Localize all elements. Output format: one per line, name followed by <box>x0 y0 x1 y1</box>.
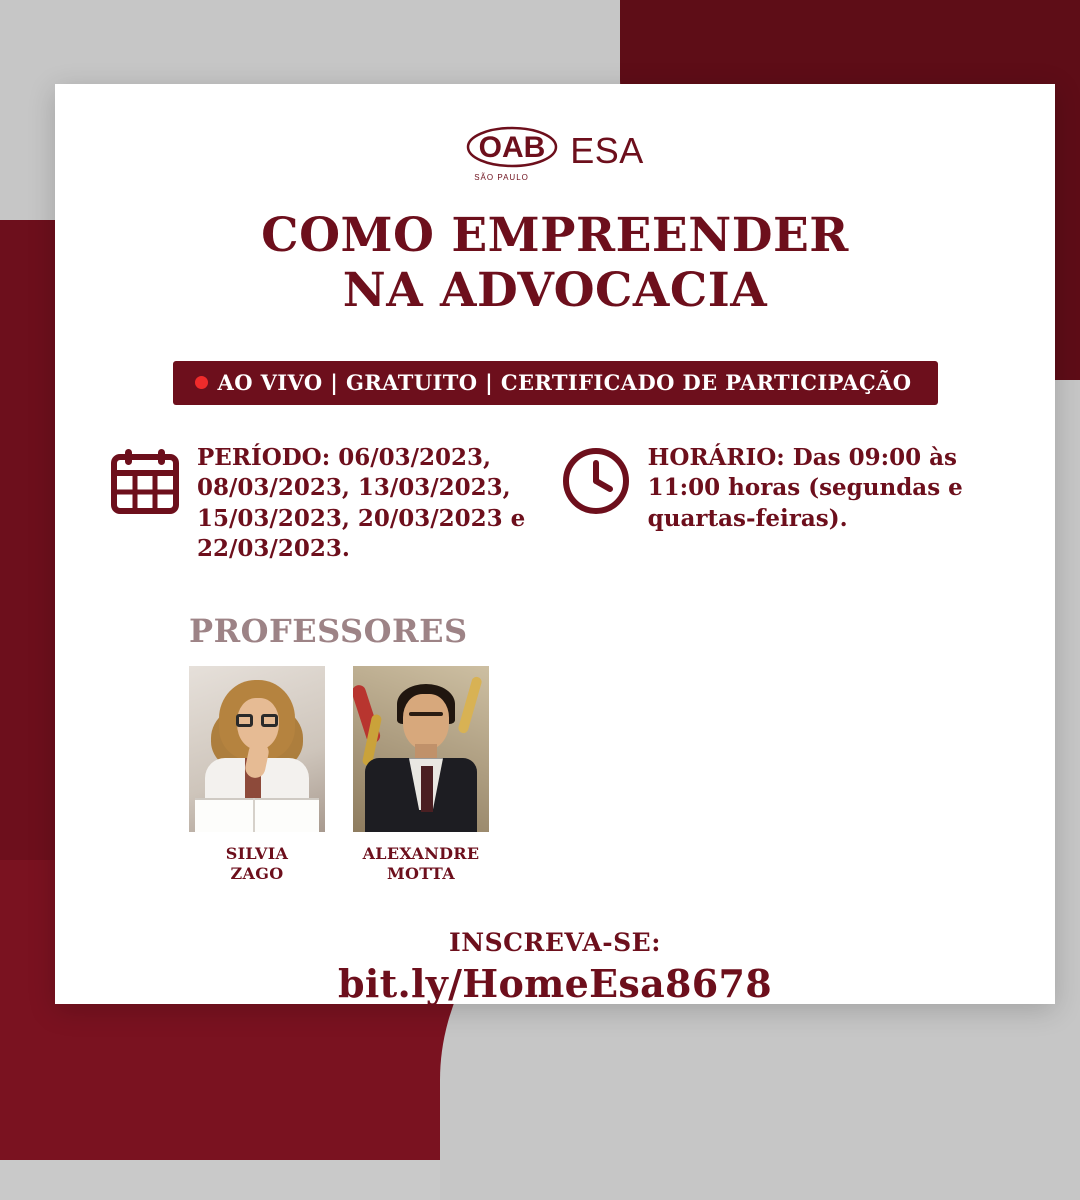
schedule-block <box>560 441 1001 564</box>
period-text: PERÍODO: 06/03/2023, 08/03/2023, 13/03/2023, 15/03/2023, 20/03/2023 e 22/03/2023. <box>197 443 526 562</box>
oab-logo-icon <box>466 123 562 182</box>
list-item <box>353 666 489 884</box>
period-block <box>109 441 542 564</box>
clock-icon <box>560 445 632 522</box>
professor-name-line-1: SILVIA <box>225 844 289 864</box>
ribbon-row <box>101 361 1009 405</box>
esa-wordmark: ESA <box>570 130 644 171</box>
info-row <box>101 441 1009 564</box>
title-line-2: NA ADVOCACIA <box>342 263 768 319</box>
list-item <box>189 666 325 884</box>
oab-esa-logo <box>466 123 644 182</box>
professors-list <box>189 666 1009 884</box>
title-line-1: COMO EMPREENDER <box>261 208 849 263</box>
professor-name <box>353 844 489 884</box>
live-dot-icon <box>195 376 208 389</box>
professor-name-line-1: ALEXANDRE <box>362 844 480 864</box>
schedule-text: HORÁRIO: Das 09:00 às 11:00 horas (segundas e quartas-feiras). <box>647 443 963 532</box>
status-badge <box>173 361 938 405</box>
avatar <box>353 666 489 832</box>
svg-text:OAB: OAB <box>478 131 546 164</box>
ribbon-label: AO VIVO | GRATUITO | CERTIFICADO DE PARTICIPAÇÃO <box>217 369 912 395</box>
professor-name-line-2: MOTTA <box>387 864 455 884</box>
footer <box>101 928 1009 1006</box>
page-title <box>101 208 1009 319</box>
registration-link[interactable]: bit.ly/HomeEsa8678 <box>338 961 772 1007</box>
professor-name-line-2: ZAGO <box>230 864 284 884</box>
calendar-icon <box>109 445 181 522</box>
cta-label: INSCREVA-SE: <box>449 928 661 958</box>
logo-row <box>101 116 1009 186</box>
professor-name <box>189 844 325 884</box>
flyer-card <box>55 84 1055 1007</box>
logo-subtitle: SÃO PAULO <box>474 173 529 182</box>
avatar <box>189 666 325 832</box>
professors-heading: PROFESSORES <box>189 612 468 651</box>
